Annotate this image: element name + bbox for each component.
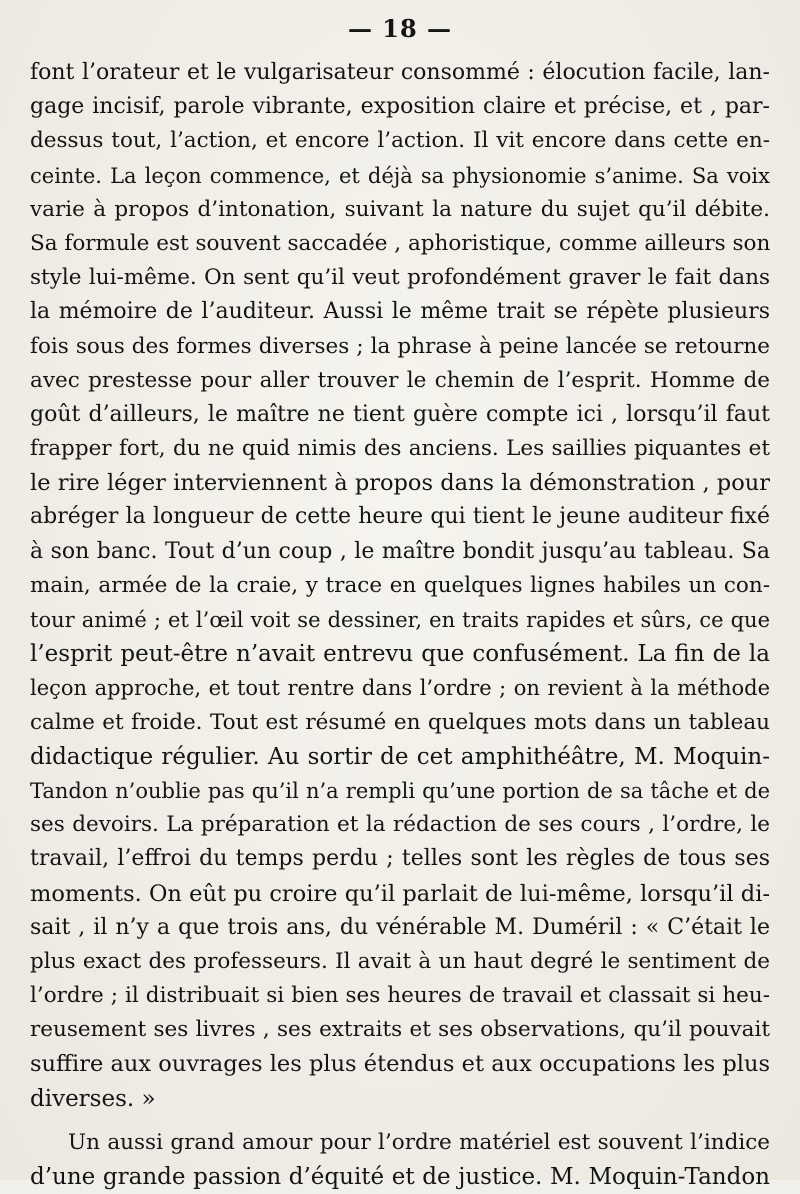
- text-line: goût d’ailleurs, le maître ne tient guère compte ici , lorsqu’il faut: [30, 401, 770, 427]
- text-line: ceinte. La leçon commence, et déjà sa physionomie s’anime. Sa voix: [30, 163, 770, 188]
- text-line: didactique régulier. Au sortir de cet amphithéâtre, M. Moquin-: [30, 743, 770, 770]
- text-line: leçon approche, et tout rentre dans l’ordre ; on revient à la méthode: [30, 676, 770, 701]
- text-line: Tandon n’oublie pas qu’il n’a rempli qu’une portion de sa tâche et de: [30, 778, 770, 803]
- text-line: diverses. »: [30, 1085, 156, 1112]
- text-line: frapper fort, du ne quid nimis des anciens. Les saillies piquantes et: [30, 436, 770, 462]
- text-line: travail, l’effroi du temps perdu ; telles sont les règles de tous ses: [30, 846, 770, 872]
- text-line: varie à propos d’intonation, suivant la nature du sujet qu’il débite.: [30, 196, 770, 222]
- text-line: la mémoire de l’auditeur. Aussi le même trait se répète plusieurs: [30, 299, 770, 325]
- text-line: plus exact des professeurs. Il avait à un haut degré le sentiment de: [30, 948, 770, 974]
- text-line: abréger la longueur de cette heure qui tient le jeune auditeur fixé: [30, 504, 770, 530]
- text-line: main, armée de la craie, y trace en quelques lignes habiles un con-: [30, 572, 770, 598]
- text-line: dessus tout, l’action, et encore l’action. Il vit encore dans cette en-: [30, 128, 770, 154]
- text-line: sait , il n’y a que trois ans, du vénérable M. Duméril : « C’était le: [30, 914, 770, 940]
- paragraph-1: [30, 56, 770, 1116]
- page-number: — 18 —: [347, 14, 453, 43]
- body-text: [30, 56, 770, 1194]
- text-line: fois sous des formes diverses ; la phrase à peine lancée se retourne: [30, 333, 770, 359]
- text-line: reusement ses livres , ses extraits et ses observations, qu’il pouvait: [30, 1017, 770, 1043]
- text-line: à son banc. Tout d’un coup , le maître bondit jusqu’au tableau. Sa: [30, 538, 770, 564]
- text-line: moments. On eût pu croire qu’il parlait de lui-même, lorsqu’il di-: [30, 880, 770, 907]
- text-line: ses devoirs. La préparation et la rédaction de ses cours , l’ordre, le: [30, 812, 770, 838]
- text-line: l’esprit peut-être n’avait entrevu que confusément. La fin de la: [30, 641, 770, 668]
- text-line: gage incisif, parole vibrante, exposition claire et précise, et , par-: [30, 94, 770, 120]
- text-line: tour animé ; et l’œil voit se dessiner, en traits rapides et sûrs, ce que: [30, 608, 770, 632]
- text-line: le rire léger interviennent à propos dans la démonstration , pour: [30, 470, 770, 497]
- text-line: style lui-même. On sent qu’il veut profondément graver le fait dans: [30, 265, 770, 291]
- text-line: Un aussi grand amour pour l’ordre matériel est souvent l’indice: [68, 1129, 770, 1155]
- paragraph-2: [30, 1126, 770, 1194]
- text-line: suffire aux ouvrages les plus étendus et aux occupations les plus: [30, 1051, 770, 1078]
- text-line: font l’orateur et le vulgarisateur consommé : élocution facile, lan-: [30, 60, 770, 85]
- text-line: Sa formule est souvent saccadée , aphoristique, comme ailleurs son: [30, 230, 770, 256]
- text-line: calme et froide. Tout est résumé en quelques mots dans un tableau: [30, 709, 770, 735]
- text-line: l’ordre ; il distribuait si bien ses heures de travail et classait si heu-: [30, 983, 770, 1009]
- text-line: d’une grande passion d’équité et de justice. M. Moquin-Tandon: [30, 1164, 770, 1190]
- text-line: avec prestesse pour aller trouver le chemin de l’esprit. Homme de: [30, 367, 770, 393]
